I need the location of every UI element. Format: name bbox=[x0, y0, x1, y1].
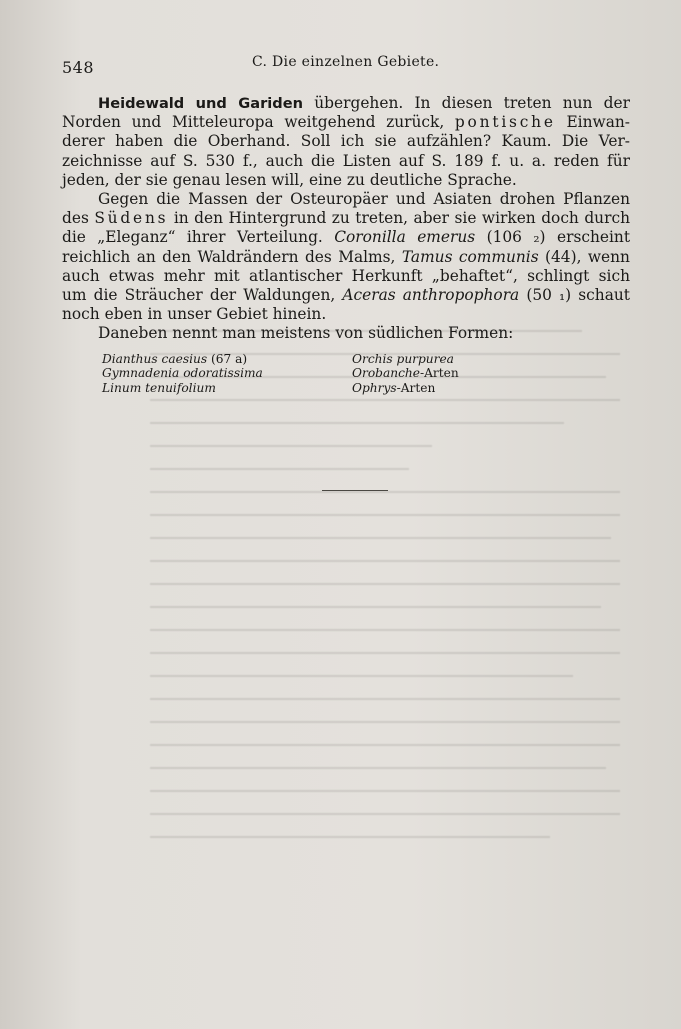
text-line: Heidewald und Gariden übergehen. In diesen treten nun der bbox=[98, 94, 631, 112]
species-row bbox=[102, 381, 522, 395]
text-line: auch etwas mehr mit atlantischer Herkunft „behaftet“, schlingt sich bbox=[62, 266, 630, 285]
species-name: Coronilla emerus bbox=[334, 228, 476, 247]
species-row bbox=[102, 352, 522, 366]
species-entry: Ophrys-Arten bbox=[352, 380, 436, 395]
text-line: jeden, der sie genau lesen will, eine zu deutliche Sprache. bbox=[62, 170, 517, 189]
bold-term: Heidewald und Gariden bbox=[98, 95, 304, 112]
page-header bbox=[62, 54, 630, 78]
text-line: zeichnisse auf S. 530 f., auch die Listen auf S. 189 f. u. a. reden für bbox=[62, 151, 630, 170]
show-through-from-reverse-side bbox=[150, 330, 620, 940]
text-line: um die Sträucher der Waldungen, Aceras anthropophora (50 ₁) schaut bbox=[62, 286, 630, 305]
species-entry: Gymnadenia odoratissima bbox=[102, 366, 263, 381]
text-line: Gegen die Massen der Osteuropäer und Asiaten drohen Pflanzen bbox=[98, 190, 630, 209]
page-number: 548 bbox=[62, 58, 95, 77]
text-line: Norden und Mitteleuropa weitgehend zurück, pontische Einwan- bbox=[62, 113, 630, 132]
spaced-term: Südens bbox=[94, 209, 169, 228]
spaced-term: pontische bbox=[454, 113, 556, 132]
species-entry: Dianthus caesius (67 a) bbox=[102, 352, 248, 366]
species-entry: Orchis purpurea bbox=[352, 352, 454, 366]
text-line: die „Eleganz“ ihrer Verteilung. Coronilla emerus (106 ₂) erscheint bbox=[62, 228, 631, 247]
body-text bbox=[62, 94, 630, 344]
species-entry: Linum tenuifolium bbox=[102, 380, 216, 395]
species-list bbox=[102, 352, 522, 395]
species-row bbox=[102, 366, 522, 380]
text-line: Daneben nennt man meistens von südlichen Formen: bbox=[98, 324, 514, 343]
text-line: des Südens in den Hintergrund zu treten, aber sie wirken doch durch bbox=[62, 209, 630, 228]
text-line: noch eben in unser Gebiet hinein. bbox=[62, 305, 327, 324]
running-head: C. Die einzelnen Gebiete. bbox=[252, 54, 440, 70]
species-name: Aceras anthropophora bbox=[342, 286, 520, 305]
text-line: derer haben die Oberhand. Soll ich sie aufzählen? Kaum. Die Ver- bbox=[62, 132, 630, 151]
species-name: Tamus communis bbox=[401, 247, 539, 266]
section-divider bbox=[322, 490, 388, 491]
species-entry: Orobanche-Arten bbox=[352, 366, 459, 381]
text-line: reichlich an den Waldrändern des Malms, Tamus communis (44), wenn bbox=[62, 247, 630, 266]
